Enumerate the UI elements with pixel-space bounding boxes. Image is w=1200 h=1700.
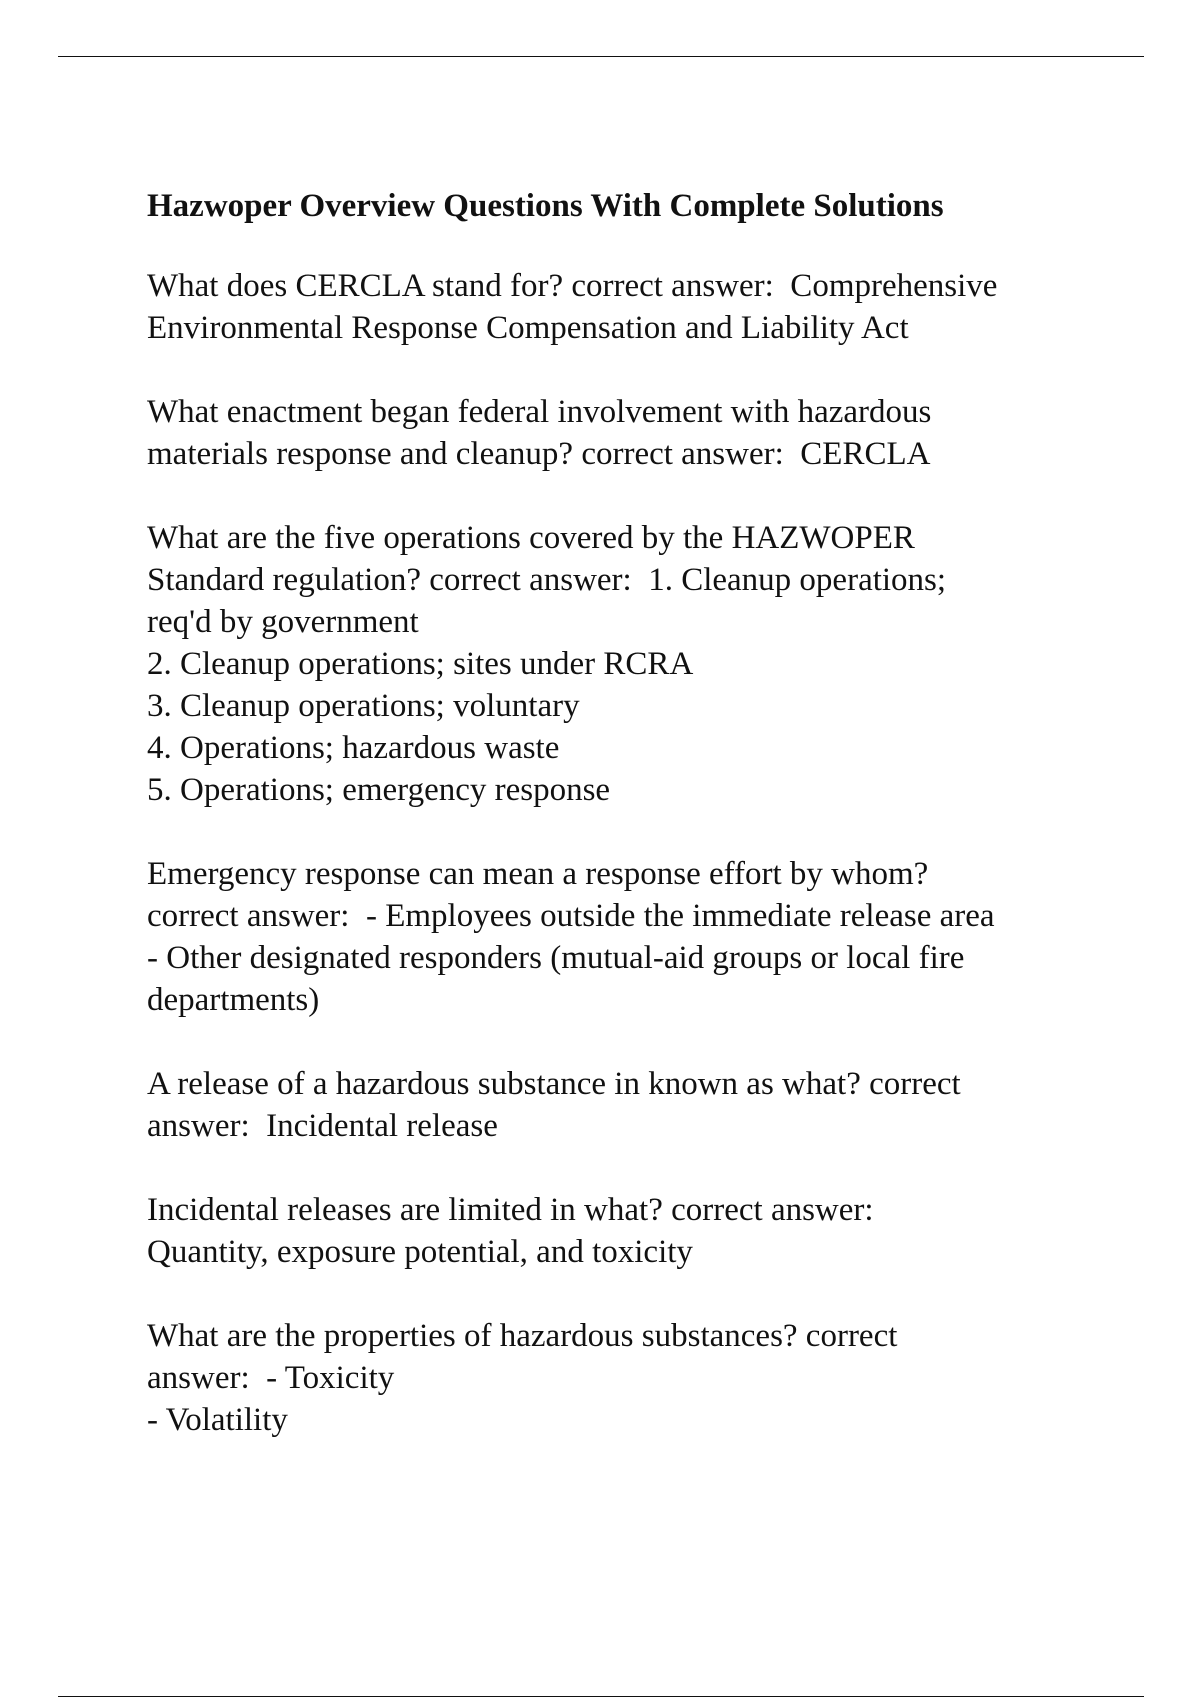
qa-line: A release of a hazardous substance in known as what? correct (147, 1066, 961, 1102)
qa-item (147, 265, 1107, 349)
qa-line: correct answer: - Employees outside the immediate release area (147, 898, 995, 934)
qa-line: 5. Operations; emergency response (147, 772, 611, 808)
document-title: Hazwoper Overview Questions With Complete Solutions (147, 188, 944, 224)
qa-item (147, 1315, 1107, 1441)
qa-line: 3. Cleanup operations; voluntary (147, 688, 580, 724)
qa-item (147, 853, 1107, 1021)
qa-line: 2. Cleanup operations; sites under RCRA (147, 646, 694, 682)
qa-line: Incidental releases are limited in what? correct answer: (147, 1192, 874, 1228)
qa-line: departments) (147, 982, 320, 1018)
document-body (147, 185, 1107, 1483)
qa-item (147, 391, 1107, 475)
qa-line: What are the properties of hazardous substances? correct (147, 1318, 898, 1354)
qa-line: 4. Operations; hazardous waste (147, 730, 560, 766)
bottom-rule (58, 1696, 1144, 1697)
qa-line: What enactment began federal involvement with hazardous (147, 394, 932, 430)
qa-line: answer: - Toxicity (147, 1360, 395, 1396)
qa-line: req'd by government (147, 604, 419, 640)
qa-item (147, 1189, 1107, 1273)
qa-line: Emergency response can mean a response effort by whom? (147, 856, 929, 892)
qa-line: - Other designated responders (mutual-aid groups or local fire (147, 940, 965, 976)
qa-line: What does CERCLA stand for? correct answer: Comprehensive (147, 268, 998, 304)
top-rule (58, 56, 1144, 57)
qa-line: What are the five operations covered by the HAZWOPER (147, 520, 915, 556)
qa-line: answer: Incidental release (147, 1108, 498, 1144)
qa-line: Environmental Response Compensation and Liability Act (147, 310, 909, 346)
qa-line: materials response and cleanup? correct answer: CERCLA (147, 436, 931, 472)
qa-item (147, 1063, 1107, 1147)
qa-line: Standard regulation? correct answer: 1. Cleanup operations; (147, 562, 947, 598)
qa-line: Quantity, exposure potential, and toxicity (147, 1234, 693, 1270)
qa-item (147, 517, 1107, 811)
qa-line: - Volatility (147, 1402, 288, 1438)
